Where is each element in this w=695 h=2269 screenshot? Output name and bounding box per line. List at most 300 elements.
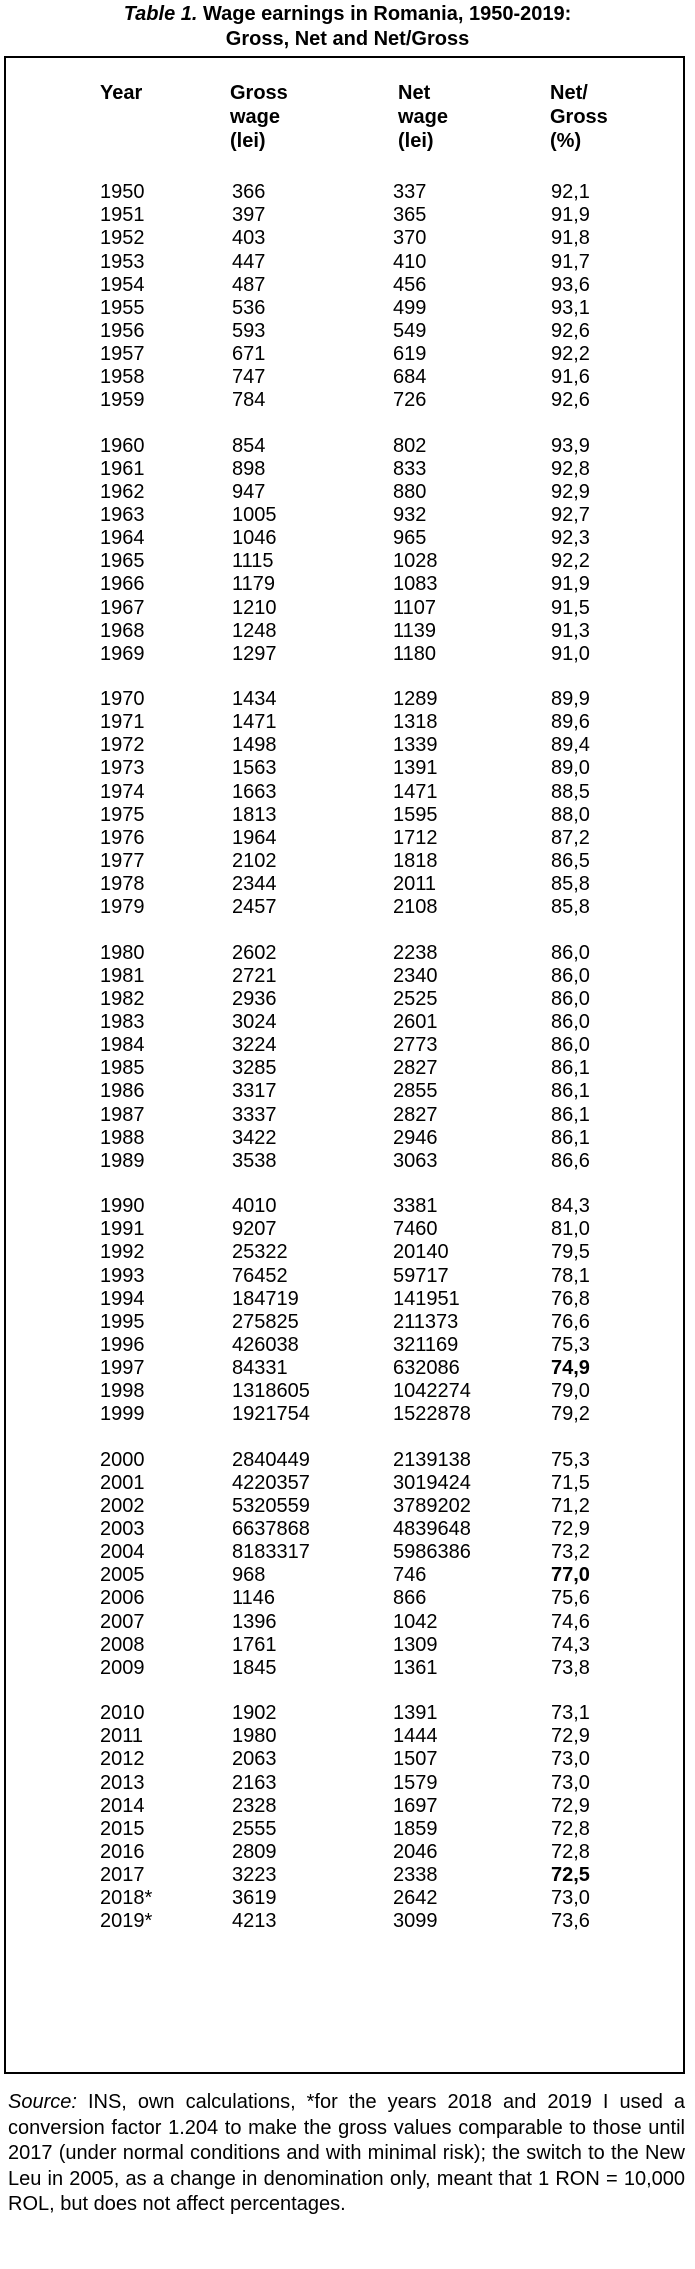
cell-net-gross-pct: 92,6 bbox=[551, 389, 590, 412]
cell-net-wage: 1507 bbox=[393, 1748, 438, 1771]
table-row bbox=[0, 1541, 695, 1564]
cell-gross-wage: 2840449 bbox=[232, 1448, 310, 1471]
table-row bbox=[0, 1634, 695, 1657]
cell-net-wage: 3099 bbox=[393, 1910, 438, 1933]
cell-net-gross-pct: 86,0 bbox=[551, 1010, 590, 1033]
cell-net-wage: 833 bbox=[393, 457, 427, 480]
cell-year: 2000 bbox=[100, 1448, 145, 1471]
cell-net-gross-pct: 74,3 bbox=[551, 1633, 590, 1656]
cell-net-gross-pct: 91,3 bbox=[551, 619, 590, 642]
cell-net-wage: 370 bbox=[393, 227, 427, 250]
cell-net-wage: 2827 bbox=[393, 1103, 438, 1126]
cell-gross-wage: 1046 bbox=[232, 527, 277, 550]
cell-gross-wage: 1902 bbox=[232, 1702, 277, 1724]
cell-gross-wage: 397 bbox=[232, 204, 266, 227]
cell-gross-wage: 1396 bbox=[232, 1610, 277, 1633]
cell-net-wage: 1391 bbox=[393, 757, 438, 780]
cell-gross-wage: 1179 bbox=[232, 573, 276, 596]
table-row bbox=[0, 1495, 695, 1518]
cell-net-gross-pct: 88,0 bbox=[551, 803, 590, 826]
table-row bbox=[0, 1241, 695, 1264]
table-row bbox=[0, 504, 695, 527]
cell-year: 1984 bbox=[100, 1034, 145, 1057]
table-row bbox=[0, 204, 695, 227]
cell-gross-wage: 2936 bbox=[232, 987, 277, 1010]
cell-net-gross-pct: 71,5 bbox=[551, 1471, 590, 1494]
cell-gross-wage: 2809 bbox=[232, 1840, 277, 1863]
cell-net-gross-pct: 86,0 bbox=[551, 1034, 590, 1057]
table-row bbox=[0, 1449, 695, 1472]
table-row bbox=[0, 827, 695, 850]
cell-net-gross-pct: 86,0 bbox=[551, 964, 590, 987]
cell-net-gross-pct: 76,8 bbox=[551, 1287, 590, 1310]
table-row bbox=[0, 1748, 695, 1771]
cell-net-gross-pct: 91,9 bbox=[551, 573, 590, 596]
cell-gross-wage: 1297 bbox=[232, 642, 277, 665]
cell-net-wage: 337 bbox=[393, 181, 427, 203]
table-row bbox=[0, 181, 695, 204]
cell-net-wage: 2855 bbox=[393, 1080, 438, 1103]
table-title-text: Wage earnings in Romania, 1950-2019: bbox=[203, 3, 572, 25]
cell-net-gross-pct: 79,5 bbox=[551, 1241, 590, 1264]
table-row bbox=[0, 1564, 695, 1587]
table-row bbox=[0, 527, 695, 550]
cell-net-wage: 410 bbox=[393, 250, 427, 273]
cell-year: 2016 bbox=[100, 1840, 145, 1863]
cell-net-gross-pct: 79,2 bbox=[551, 1403, 590, 1426]
table-row bbox=[0, 481, 695, 504]
header-net-line1: Net bbox=[398, 82, 431, 104]
cell-net-wage: 141951 bbox=[393, 1287, 460, 1310]
cell-net-gross-pct: 88,5 bbox=[551, 780, 590, 803]
table-row bbox=[0, 620, 695, 643]
cell-net-gross-pct: 72,9 bbox=[551, 1794, 590, 1817]
cell-net-wage: 1180 bbox=[393, 642, 437, 665]
cell-net-gross-pct: 73,2 bbox=[551, 1541, 590, 1564]
cell-net-gross-pct: 74,6 bbox=[551, 1610, 590, 1633]
cell-gross-wage: 487 bbox=[232, 273, 266, 296]
cell-gross-wage: 426038 bbox=[232, 1333, 299, 1356]
cell-year: 1959 bbox=[100, 389, 145, 412]
table-row bbox=[0, 1611, 695, 1634]
cell-gross-wage: 3422 bbox=[232, 1126, 277, 1149]
cell-net-gross-pct: 86,1 bbox=[551, 1126, 590, 1149]
cell-gross-wage: 2328 bbox=[232, 1794, 277, 1817]
cell-gross-wage: 1845 bbox=[232, 1656, 277, 1679]
cell-gross-wage: 366 bbox=[232, 181, 266, 203]
table-row bbox=[0, 734, 695, 757]
cell-net-gross-pct: 75,6 bbox=[551, 1587, 590, 1610]
cell-net-gross-pct: 92,2 bbox=[551, 550, 590, 573]
cell-year: 2001 bbox=[100, 1471, 145, 1494]
cell-gross-wage: 3285 bbox=[232, 1057, 277, 1080]
header-gross-line2: wage bbox=[230, 106, 281, 128]
cell-year: 1962 bbox=[100, 480, 145, 503]
cell-year: 1991 bbox=[100, 1218, 145, 1241]
cell-year: 1961 bbox=[100, 457, 145, 480]
table-row bbox=[0, 1011, 695, 1034]
cell-year: 1951 bbox=[100, 204, 145, 227]
cell-net-gross-pct: 81,0 bbox=[551, 1218, 590, 1241]
cell-net-wage: 365 bbox=[393, 204, 427, 227]
cell-year: 1988 bbox=[100, 1126, 145, 1149]
cell-net-gross-pct: 86,1 bbox=[551, 1080, 590, 1103]
table-row bbox=[0, 873, 695, 896]
cell-net-gross-pct: 91,6 bbox=[551, 366, 590, 389]
table-row bbox=[0, 1311, 695, 1334]
cell-net-wage: 3381 bbox=[393, 1195, 438, 1217]
header-pct-line1: Net/ bbox=[550, 82, 588, 104]
cell-year: 1950 bbox=[100, 181, 145, 203]
cell-gross-wage: 3224 bbox=[232, 1034, 277, 1057]
table-row bbox=[0, 942, 695, 965]
cell-year: 1993 bbox=[100, 1264, 145, 1287]
cell-net-gross-pct: 91,5 bbox=[551, 596, 590, 619]
cell-gross-wage: 76452 bbox=[232, 1264, 288, 1287]
table-row bbox=[0, 1265, 695, 1288]
cell-gross-wage: 671 bbox=[232, 343, 266, 365]
cell-year: 1985 bbox=[100, 1057, 145, 1080]
cell-gross-wage: 1318605 bbox=[232, 1380, 310, 1403]
cell-year: 1973 bbox=[100, 757, 145, 780]
cell-year: 1953 bbox=[100, 250, 145, 273]
cell-net-gross-pct: 72,9 bbox=[551, 1725, 590, 1748]
cell-gross-wage: 275825 bbox=[232, 1310, 299, 1333]
cell-net-wage: 211373 bbox=[393, 1310, 459, 1333]
table-row bbox=[0, 1818, 695, 1841]
cell-net-gross-pct: 72,9 bbox=[551, 1518, 590, 1540]
cell-year: 1994 bbox=[100, 1287, 145, 1310]
table-row bbox=[0, 1034, 695, 1057]
cell-net-gross-pct: 89,9 bbox=[551, 688, 590, 710]
cell-year: 1952 bbox=[100, 227, 145, 250]
cell-year: 1971 bbox=[100, 711, 145, 734]
table-row bbox=[0, 389, 695, 412]
cell-year: 1960 bbox=[100, 434, 145, 457]
cell-gross-wage: 747 bbox=[232, 366, 266, 389]
cell-gross-wage: 5320559 bbox=[232, 1494, 310, 1517]
header-gross-line3: (lei) bbox=[230, 130, 266, 152]
cell-gross-wage: 1663 bbox=[232, 780, 277, 803]
cell-net-wage: 2011 bbox=[393, 873, 437, 896]
cell-net-gross-pct: 91,9 bbox=[551, 204, 590, 227]
table-row bbox=[0, 343, 695, 366]
cell-net-gross-pct: 89,6 bbox=[551, 711, 590, 734]
header-pct-line3: (%) bbox=[550, 130, 582, 152]
cell-net-gross-pct: 73,0 bbox=[551, 1771, 590, 1794]
cell-year: 2017 bbox=[100, 1864, 145, 1887]
cell-year: 1965 bbox=[100, 550, 145, 573]
cell-year: 1995 bbox=[100, 1310, 145, 1333]
table-row bbox=[0, 1104, 695, 1127]
source-note-text: INS, own calculations, *for the years 2018 and 2019 I used a conversion factor 1.204 to make the gross values comparable to those until 2017 (under normal conditions and with minimal risk); the switch to the New Leu in 2005, as a change in denomination only, meant that 1 RON = 10,000 ROL, but does not affect percentages. bbox=[8, 2091, 685, 2215]
table-row bbox=[0, 1357, 695, 1380]
cell-year: 1989 bbox=[100, 1149, 145, 1172]
table-row bbox=[0, 804, 695, 827]
cell-year: 2015 bbox=[100, 1817, 145, 1840]
cell-year: 2019* bbox=[100, 1910, 153, 1933]
table-row bbox=[0, 988, 695, 1011]
table-row bbox=[0, 1080, 695, 1103]
header-net-line3: (lei) bbox=[398, 130, 434, 152]
table-row bbox=[0, 1218, 695, 1241]
cell-year: 1976 bbox=[100, 826, 145, 849]
cell-year: 2018* bbox=[100, 1887, 153, 1910]
cell-net-wage: 2642 bbox=[393, 1887, 438, 1910]
cell-year: 1967 bbox=[100, 596, 145, 619]
cell-net-gross-pct: 91,8 bbox=[551, 227, 590, 250]
cell-net-wage: 321169 bbox=[393, 1333, 459, 1356]
cell-year: 2003 bbox=[100, 1518, 145, 1540]
cell-net-wage: 1042 bbox=[393, 1610, 438, 1633]
cell-gross-wage: 593 bbox=[232, 319, 266, 342]
cell-net-gross-pct: 93,6 bbox=[551, 273, 590, 296]
cell-net-wage: 619 bbox=[393, 343, 427, 365]
cell-net-wage: 1391 bbox=[393, 1702, 438, 1724]
table-row bbox=[0, 711, 695, 734]
cell-net-wage: 499 bbox=[393, 296, 427, 319]
source-label: Source: bbox=[8, 2091, 77, 2113]
table-row bbox=[0, 366, 695, 389]
cell-gross-wage: 1813 bbox=[232, 803, 277, 826]
table-row bbox=[0, 550, 695, 573]
cell-net-wage: 2338 bbox=[393, 1864, 438, 1887]
cell-net-wage: 2340 bbox=[393, 964, 438, 987]
table-row bbox=[0, 896, 695, 919]
cell-gross-wage: 2063 bbox=[232, 1748, 277, 1771]
cell-gross-wage: 854 bbox=[232, 434, 266, 457]
cell-net-gross-pct: 73,6 bbox=[551, 1910, 590, 1933]
cell-year: 1958 bbox=[100, 366, 145, 389]
table-row bbox=[0, 1150, 695, 1173]
table-label: Table 1. bbox=[123, 3, 198, 25]
table-row bbox=[0, 757, 695, 780]
table-row bbox=[0, 1403, 695, 1426]
cell-gross-wage: 3317 bbox=[232, 1080, 277, 1103]
cell-gross-wage: 4010 bbox=[232, 1195, 277, 1217]
table-row bbox=[0, 1657, 695, 1680]
cell-year: 1982 bbox=[100, 987, 145, 1010]
cell-net-wage: 866 bbox=[393, 1587, 427, 1610]
table-row bbox=[0, 1472, 695, 1495]
cell-gross-wage: 968 bbox=[232, 1564, 266, 1587]
cell-gross-wage: 1434 bbox=[232, 688, 277, 710]
cell-net-wage: 2827 bbox=[393, 1057, 438, 1080]
cell-net-gross-pct: 72,5 bbox=[551, 1864, 590, 1887]
cell-net-gross-pct: 85,8 bbox=[551, 873, 590, 896]
cell-gross-wage: 1498 bbox=[232, 734, 277, 757]
cell-net-gross-pct: 92,9 bbox=[551, 480, 590, 503]
cell-net-gross-pct: 86,1 bbox=[551, 1057, 590, 1080]
cell-year: 1979 bbox=[100, 896, 145, 919]
cell-gross-wage: 6637868 bbox=[232, 1518, 310, 1540]
cell-gross-wage: 1921754 bbox=[232, 1403, 310, 1426]
cell-net-wage: 1859 bbox=[393, 1817, 438, 1840]
cell-net-wage: 20140 bbox=[393, 1241, 449, 1264]
cell-gross-wage: 3024 bbox=[232, 1010, 277, 1033]
cell-net-gross-pct: 92,7 bbox=[551, 503, 590, 526]
table-row bbox=[0, 597, 695, 620]
cell-gross-wage: 1210 bbox=[232, 596, 277, 619]
cell-gross-wage: 3337 bbox=[232, 1103, 277, 1126]
cell-net-wage: 2046 bbox=[393, 1840, 438, 1863]
cell-net-wage: 746 bbox=[393, 1564, 427, 1587]
table-row bbox=[0, 1841, 695, 1864]
cell-year: 1970 bbox=[100, 688, 145, 710]
cell-year: 1987 bbox=[100, 1103, 145, 1126]
cell-gross-wage: 1980 bbox=[232, 1725, 277, 1748]
cell-net-gross-pct: 73,8 bbox=[551, 1656, 590, 1679]
cell-net-gross-pct: 75,3 bbox=[551, 1333, 590, 1356]
cell-gross-wage: 447 bbox=[232, 250, 266, 273]
cell-net-gross-pct: 87,2 bbox=[551, 826, 590, 849]
cell-gross-wage: 8183317 bbox=[232, 1541, 310, 1564]
cell-gross-wage: 2163 bbox=[232, 1771, 277, 1794]
cell-year: 1975 bbox=[100, 803, 145, 826]
cell-net-gross-pct: 75,3 bbox=[551, 1448, 590, 1471]
cell-year: 1996 bbox=[100, 1333, 145, 1356]
cell-net-gross-pct: 93,9 bbox=[551, 434, 590, 457]
cell-net-wage: 2946 bbox=[393, 1126, 438, 1149]
table-row bbox=[0, 1334, 695, 1357]
header-net-line2: wage bbox=[398, 106, 449, 128]
cell-net-gross-pct: 86,0 bbox=[551, 987, 590, 1010]
cell-net-wage: 1818 bbox=[393, 850, 438, 872]
cell-year: 1977 bbox=[100, 850, 145, 872]
cell-net-wage: 880 bbox=[393, 480, 427, 503]
cell-year: 1966 bbox=[100, 573, 145, 596]
table-title-line2: Gross, Net and Net/Gross bbox=[225, 28, 470, 50]
cell-net-wage: 1289 bbox=[393, 688, 438, 710]
cell-year: 1972 bbox=[100, 734, 145, 757]
cell-net-gross-pct: 72,8 bbox=[551, 1817, 590, 1840]
cell-net-gross-pct: 73,0 bbox=[551, 1748, 590, 1771]
cell-net-wage: 965 bbox=[393, 527, 427, 550]
cell-net-gross-pct: 73,0 bbox=[551, 1887, 590, 1910]
cell-gross-wage: 2721 bbox=[232, 964, 277, 987]
cell-net-gross-pct: 78,1 bbox=[551, 1264, 590, 1287]
cell-gross-wage: 4220357 bbox=[232, 1471, 310, 1494]
cell-net-wage: 1471 bbox=[393, 780, 438, 803]
cell-net-wage: 2139138 bbox=[393, 1448, 471, 1471]
cell-year: 1992 bbox=[100, 1241, 145, 1264]
cell-gross-wage: 2555 bbox=[232, 1817, 277, 1840]
cell-gross-wage: 1563 bbox=[232, 757, 277, 780]
cell-year: 2002 bbox=[100, 1494, 145, 1517]
cell-net-wage: 3019424 bbox=[393, 1471, 471, 1494]
cell-net-wage: 1522878 bbox=[393, 1403, 471, 1426]
table-row bbox=[0, 643, 695, 666]
cell-year: 1957 bbox=[100, 343, 145, 365]
cell-year: 1955 bbox=[100, 296, 145, 319]
cell-net-gross-pct: 92,8 bbox=[551, 457, 590, 480]
cell-net-gross-pct: 92,1 bbox=[551, 181, 590, 203]
cell-net-gross-pct: 85,8 bbox=[551, 896, 590, 919]
cell-gross-wage: 25322 bbox=[232, 1241, 288, 1264]
cell-net-wage: 1444 bbox=[393, 1725, 438, 1748]
cell-net-wage: 1712 bbox=[393, 826, 438, 849]
cell-year: 2013 bbox=[100, 1771, 145, 1794]
table-row bbox=[0, 1772, 695, 1795]
cell-net-wage: 1083 bbox=[393, 573, 438, 596]
cell-gross-wage: 947 bbox=[232, 480, 266, 503]
table-row bbox=[0, 850, 695, 873]
cell-gross-wage: 3619 bbox=[232, 1887, 277, 1910]
cell-year: 1999 bbox=[100, 1403, 145, 1426]
cell-year: 1963 bbox=[100, 503, 145, 526]
cell-gross-wage: 1964 bbox=[232, 826, 277, 849]
cell-net-gross-pct: 72,8 bbox=[551, 1840, 590, 1863]
cell-year: 2011 bbox=[100, 1725, 144, 1748]
cell-net-wage: 2238 bbox=[393, 941, 438, 964]
table-row bbox=[0, 573, 695, 596]
cell-net-wage: 1361 bbox=[393, 1656, 438, 1679]
cell-year: 2007 bbox=[100, 1610, 145, 1633]
cell-net-wage: 1579 bbox=[393, 1771, 438, 1794]
table-row bbox=[0, 1864, 695, 1887]
cell-gross-wage: 403 bbox=[232, 227, 266, 250]
cell-gross-wage: 1248 bbox=[232, 619, 277, 642]
cell-net-gross-pct: 89,0 bbox=[551, 757, 590, 780]
cell-net-wage: 1697 bbox=[393, 1794, 438, 1817]
cell-year: 2005 bbox=[100, 1564, 145, 1587]
table-row bbox=[0, 965, 695, 988]
cell-gross-wage: 84331 bbox=[232, 1357, 288, 1380]
cell-net-wage: 2773 bbox=[393, 1034, 438, 1057]
cell-gross-wage: 2457 bbox=[232, 896, 277, 919]
cell-net-gross-pct: 93,1 bbox=[551, 296, 590, 319]
table-row bbox=[0, 1587, 695, 1610]
cell-net-gross-pct: 86,6 bbox=[551, 1149, 590, 1172]
cell-gross-wage: 1471 bbox=[232, 711, 277, 734]
table-row bbox=[0, 1795, 695, 1818]
cell-gross-wage: 536 bbox=[232, 296, 266, 319]
table-row bbox=[0, 1518, 695, 1541]
cell-year: 1974 bbox=[100, 780, 145, 803]
cell-gross-wage: 2602 bbox=[232, 941, 277, 964]
cell-gross-wage: 4213 bbox=[232, 1910, 277, 1933]
header-pct-line2: Gross bbox=[550, 106, 608, 128]
cell-net-gross-pct: 86,0 bbox=[551, 941, 590, 964]
cell-gross-wage: 1146 bbox=[232, 1587, 276, 1610]
cell-net-wage: 2108 bbox=[393, 896, 438, 919]
table-row bbox=[0, 1725, 695, 1748]
header-gross-line1: Gross bbox=[230, 82, 288, 104]
cell-net-wage: 726 bbox=[393, 389, 427, 412]
cell-year: 2010 bbox=[100, 1702, 145, 1724]
cell-net-wage: 549 bbox=[393, 319, 427, 342]
cell-year: 1981 bbox=[100, 964, 145, 987]
cell-gross-wage: 184719 bbox=[232, 1287, 299, 1310]
cell-year: 1983 bbox=[100, 1010, 145, 1033]
cell-net-gross-pct: 92,6 bbox=[551, 319, 590, 342]
table-row bbox=[0, 1887, 695, 1910]
cell-net-gross-pct: 91,0 bbox=[551, 642, 590, 665]
table-row bbox=[0, 688, 695, 711]
table-row bbox=[0, 274, 695, 297]
cell-gross-wage: 1115 bbox=[232, 550, 274, 573]
cell-net-wage: 456 bbox=[393, 273, 427, 296]
cell-year: 2006 bbox=[100, 1587, 145, 1610]
cell-net-gross-pct: 89,4 bbox=[551, 734, 590, 757]
cell-year: 1997 bbox=[100, 1357, 145, 1380]
source-note bbox=[8, 2090, 685, 2218]
cell-year: 2009 bbox=[100, 1656, 145, 1679]
cell-net-wage: 684 bbox=[393, 366, 427, 389]
cell-year: 1980 bbox=[100, 941, 145, 964]
cell-net-gross-pct: 86,5 bbox=[551, 850, 590, 872]
cell-net-wage: 932 bbox=[393, 503, 427, 526]
